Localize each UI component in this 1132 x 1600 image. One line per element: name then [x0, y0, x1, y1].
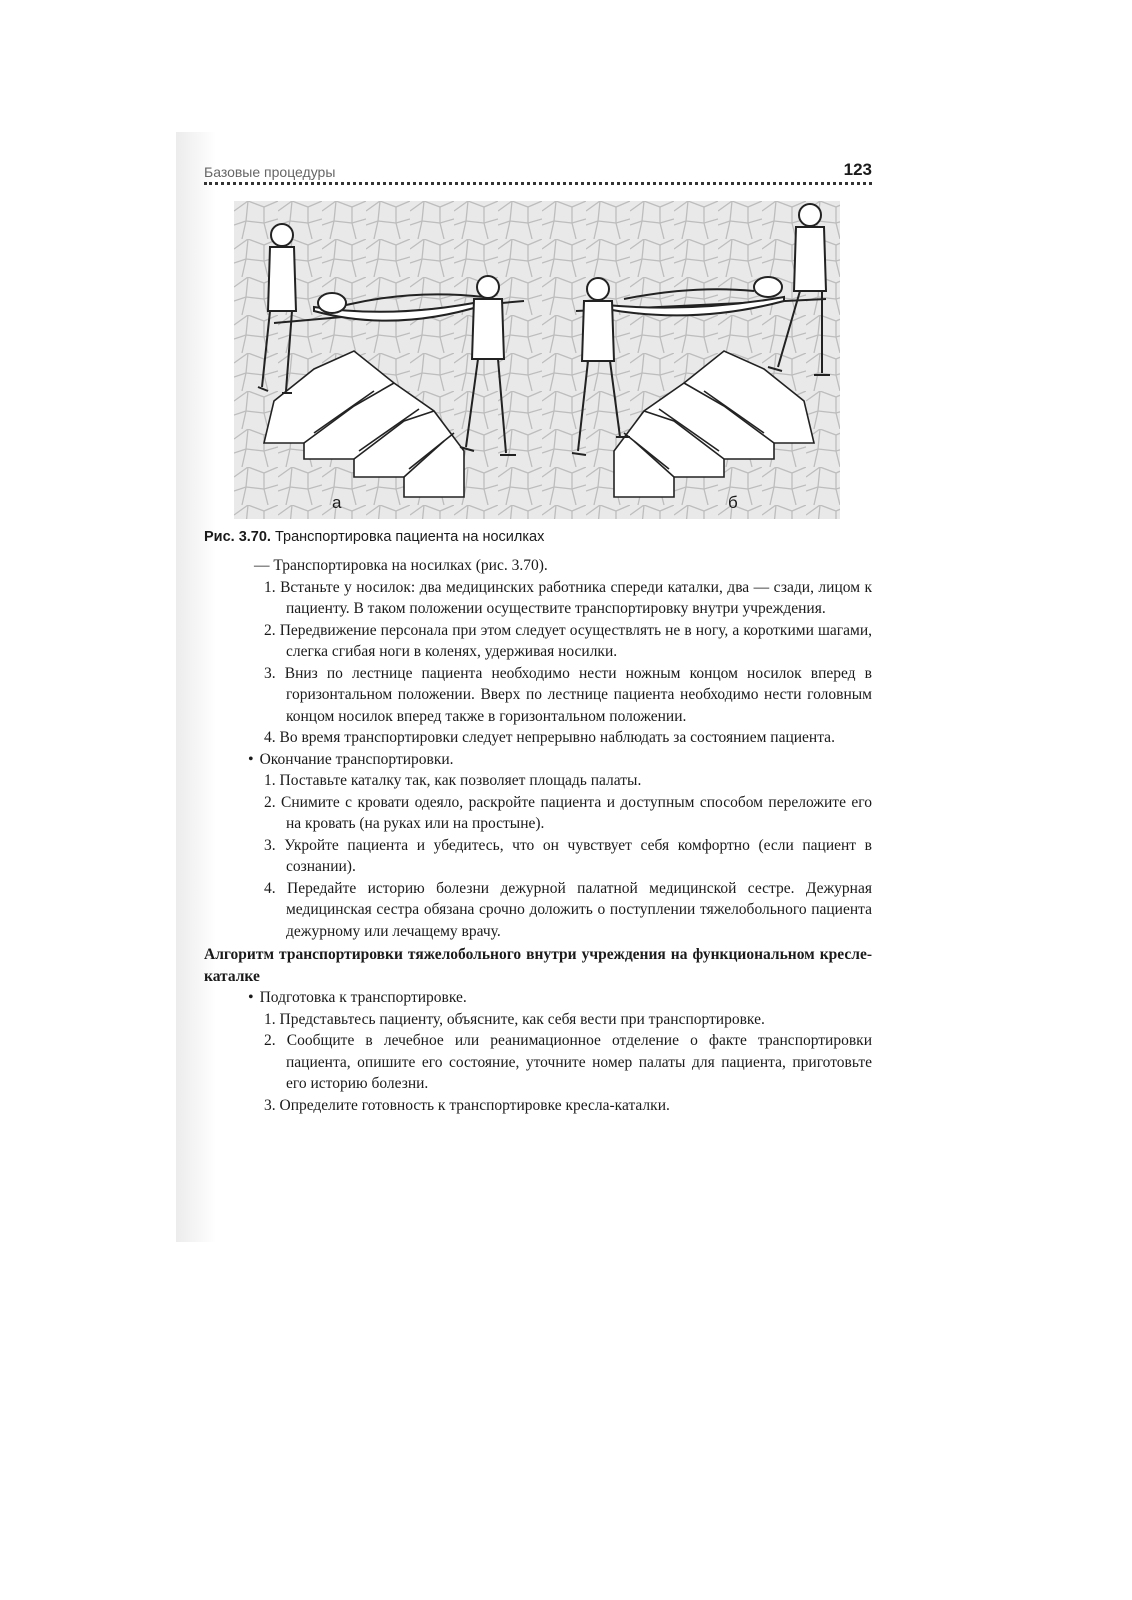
- list-item: 1. Поставьте каталку так, как позволяет площадь палаты.: [264, 772, 642, 789]
- list-item: 3. Укройте пациента и убедитесь, что он чувствует себя комфортно (если пациент в сознании).: [264, 836, 872, 875]
- list-item: 4. Во время транспортировки следует непрерывно наблюдать за состоянием пациента.: [264, 729, 835, 746]
- book-page: [204, 150, 872, 1116]
- figure-stretcher-illustration: [234, 201, 840, 519]
- list-item: 1. Встаньте у носилок: два медицинских работника спереди каталки, два — сзади, лицом к пациенту. В таком положении осуществите транспортировку внутри учреждения.: [264, 578, 872, 617]
- figure-caption: [204, 529, 872, 545]
- body-text: [204, 555, 872, 1116]
- stretcher-drawing: [234, 201, 840, 519]
- list-item: 1. Представьтесь пациенту, объясните, как себя вести при транспортировке.: [264, 1010, 765, 1028]
- figure-label-b: б: [728, 493, 738, 512]
- running-head: [204, 150, 872, 185]
- list-item: 3. Вниз по лестнице пациента необходимо нести ножным концом носилок вперед в горизонтальном положении. Вверх по лестнице пациента необходимо нести головным концом носилок вперед также в горизонтальном положении.: [264, 664, 872, 725]
- list-item: 2. Передвижение персонала при этом следует осуществлять не в ногу, а короткими шагами, слегка сгибая ноги в коленях, удерживая носилки.: [264, 621, 872, 660]
- figure-label-a: а: [332, 493, 342, 512]
- section-title-end: • Окончание транспортировки.: [204, 749, 872, 771]
- stretcher-intro: — Транспортировка на носилках (рис. 3.70).: [254, 557, 548, 574]
- list-item: 3. Определите готовность к транспортировке кресла-каталки.: [264, 1096, 670, 1114]
- section-title-prep: • Подготовка к транспортировке.: [204, 987, 872, 1009]
- list-item: 2. Сообщите в лечебное или реанимационное отделение о факте транспортировки пациента, опишите его состояние, уточните номер палаты для пациента, приготовьте его историю болезни.: [264, 1032, 872, 1092]
- caption-text: Транспортировка пациента на носилках: [275, 529, 545, 545]
- caption-number: Рис. 3.70.: [204, 529, 271, 545]
- page-number: 123: [843, 160, 872, 179]
- running-title: Базовые процедуры: [204, 164, 336, 180]
- algorithm-heading: Алгоритм транспортировки тяжелобольного внутри учреждения на функциональном кресле-каталке: [204, 946, 872, 985]
- list-item: 2. Снимите с кровати одеяло, раскройте пациента и доступным способом переложите его на кровать (на руках или на простыне).: [264, 793, 872, 832]
- list-item: 4. Передайте историю болезни дежурной палатной медицинской сестре. Дежурная медицинская сестра обязана срочно доложить о поступлении тяжелобольного пациента дежурному или лечащему врачу.: [264, 879, 872, 940]
